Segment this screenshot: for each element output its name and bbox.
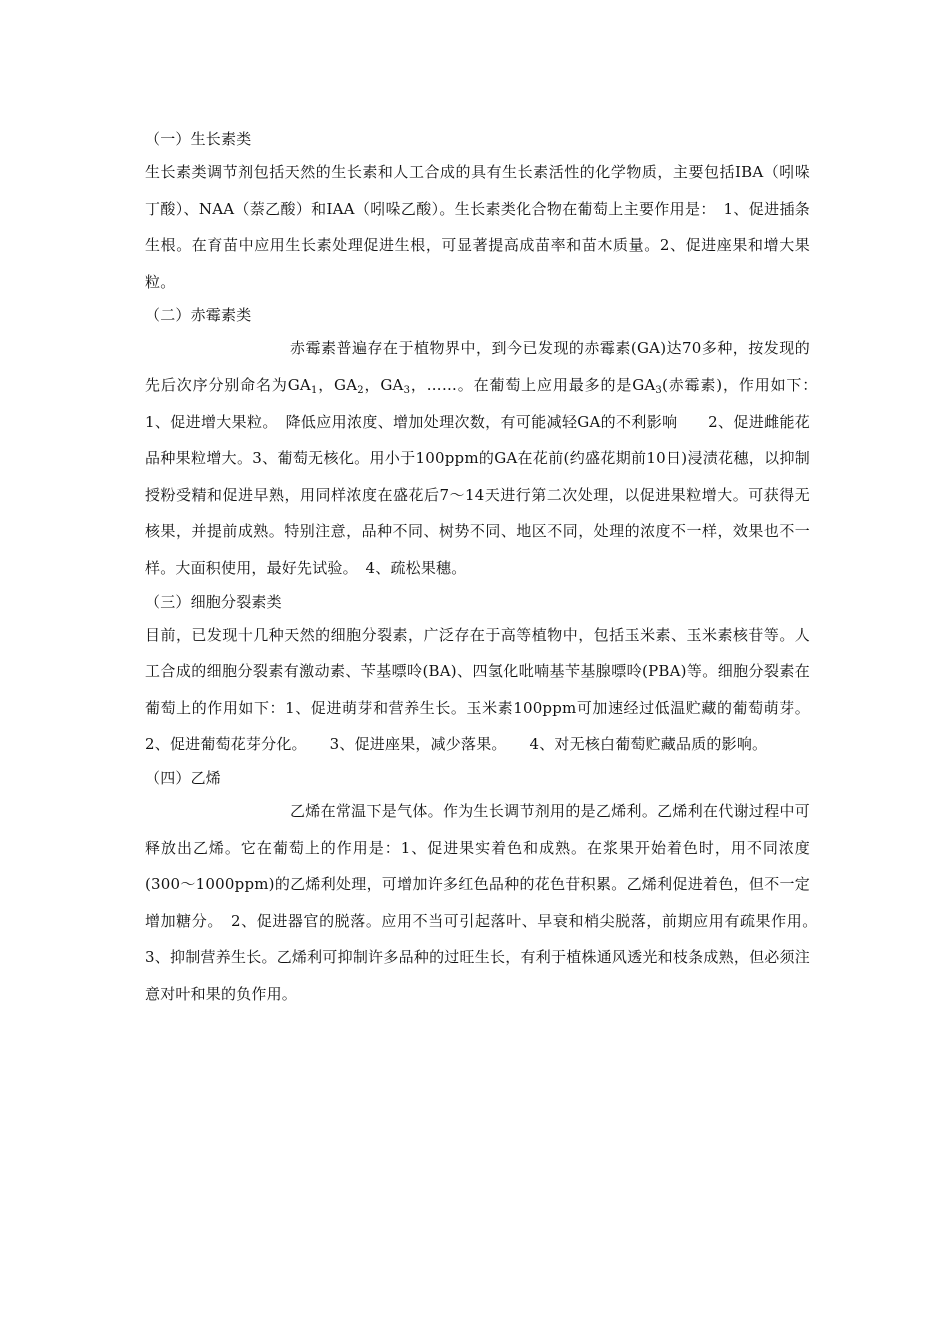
gibberellin-text-3: ，GA (363, 375, 404, 394)
document-body (145, 124, 826, 1012)
section-body-cytokinins: 目前，已发现十几种天然的细胞分裂素，广泛存在于高等植物中，包括玉米素、玉米素核苷等。人工合成的细胞分裂素有激动素、苄基嘌呤(BA)、四氢化吡喃基苄基腺嘌呤(PBA)等。细胞分裂素在葡萄上的作用如下：1、促进萌芽和营养生长。玉米素100ppm可加速经过低温贮藏的葡萄萌芽。2、促进葡萄花芽分化。 3、促进座果，减少落果。 4、对无核白葡萄贮藏品质的影响。 (145, 625, 810, 754)
section-heading-cytokinins: （三）细胞分裂素类 (145, 592, 282, 611)
gibberellin-text-1: 赤霉素普遍存在于植物界中，到今已发现的赤霉素(GA)达70多种，按发现的先后次序分别命名为GA (145, 339, 810, 394)
ga-subscript-4: 3 (655, 384, 662, 396)
section-body-ethylene: 乙烯在常温下是气体。作为生长调节剂用的是乙烯利。乙烯利在代谢过程中可释放出乙烯。它在葡萄上的作用是：1、促进果实着色和成熟。在浆果开始着色时，用不同浓度(300～1000ppm)的乙烯利处理，可增加许多红色品种的花色苷积累。乙烯利促进着色，但不一定增加糖分。 2、促进器官的脱落。应用不当可引起落叶、早衰和梢尖脱落，前期应用有疏果作用。 3、抑制营养生长。乙烯利可抑制许多品种的过旺生长，有利于植株通风透光和枝条成熟，但必须注意对叶和果的负作用。 (145, 801, 826, 1003)
ga-subscript-1: 1 (310, 384, 318, 396)
section-heading-auxins: （一）生长素类 (145, 130, 252, 148)
ga-subscript-3: 3 (403, 384, 411, 396)
gibberellin-text-5: (赤霉素)，作用如下： 1、促进增大果粒。 降低应用浓度、增加处理次数，有可能减轻GA的不利影响 2、促进雌能花品种果粒增大。3、葡萄无核化。用小于100ppm的GA在花前(约盛花期前10日)浸渍花穗，以抑制授粉受精和促进早熟，用同样浓度在盛花后7～14天进行第二次处理，以促进果粒增大。可获得无核果，并提前成熟。特别注意，品种不同、树势不同、地区不同，处理的浓度不一样，效果也不一样。大面积使用，最好先试验。 4、疏松果穗。 (145, 375, 826, 577)
gibberellin-text-4: ，……。在葡萄上应用最多的是GA (410, 375, 656, 394)
section-heading-gibberellins: （二）赤霉素类 (145, 306, 252, 325)
ga-subscript-2: 2 (357, 384, 364, 396)
gibberellin-text-2: ，GA (317, 375, 358, 394)
section-heading-ethylene: （四）乙烯 (145, 768, 222, 787)
section-body-gibberellins (145, 330, 826, 586)
section-body-auxins: 生长素类调节剂包括天然的生长素和人工合成的具有生长素活性的化学物质，主要包括IBA（吲哚丁酸）、NAA（萘乙酸）和IAA（吲哚乙酸）。生长素类化合物在葡萄上主要作用是： 1、促进插条生根。在育苗中应用生长素处理促进生根，可显著提高成苗率和苗木质量。2、促进座果和增大果粒。 (145, 163, 810, 291)
